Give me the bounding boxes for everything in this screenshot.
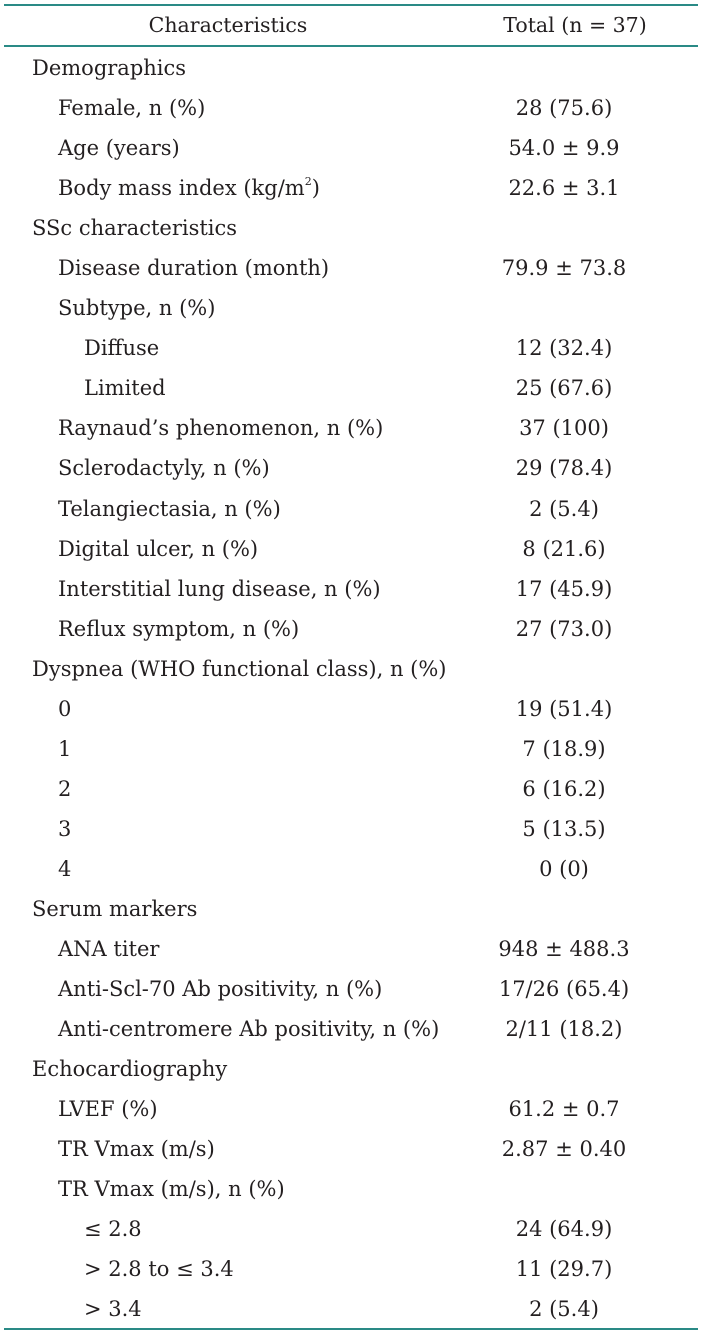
column-header-characteristics: Characteristics	[148, 13, 308, 37]
table-row	[4, 769, 698, 809]
table-row	[4, 208, 698, 248]
row-label-text: 0	[58, 696, 72, 721]
row-label	[58, 1089, 158, 1129]
table-row	[4, 849, 698, 889]
row-value: 2.87 ± 0.40	[501, 1137, 627, 1162]
row-value: 12 (32.4)	[515, 336, 613, 361]
row-label	[58, 769, 71, 809]
row-label	[58, 969, 382, 1009]
row-value: 54.0 ± 9.9	[508, 136, 620, 161]
row-label-text: Echocardiography	[32, 1057, 228, 1082]
table-row	[4, 128, 698, 168]
row-value: 17 (45.9)	[515, 576, 613, 601]
row-label-text: Raynaud’s phenomenon, n (%)	[58, 416, 384, 441]
table-row	[4, 569, 698, 609]
row-value: 28 (75.6)	[515, 96, 613, 121]
row-label-text: Dyspnea (WHO functional class), n (%)	[32, 656, 447, 681]
row-value: 2 (5.4)	[529, 496, 599, 521]
row-label	[58, 448, 270, 488]
row-label-text: Anti-Scl-70 Ab positivity, n (%)	[58, 977, 383, 1002]
row-label	[58, 609, 299, 649]
row-value: 2 (5.4)	[529, 1297, 599, 1322]
header-divider-rule	[4, 45, 698, 47]
row-value: 22.6 ± 3.1	[508, 176, 620, 201]
row-label-superscript: 2	[304, 175, 312, 189]
row-value: 19 (51.4)	[515, 696, 613, 721]
table-row	[4, 48, 698, 88]
row-label-text: Female, n (%)	[58, 96, 206, 121]
row-label-text: Demographics	[32, 56, 187, 80]
row-label-text: Diffuse	[84, 336, 160, 361]
table-row	[4, 929, 698, 969]
row-label-text: ≤ 2.8	[84, 1217, 142, 1242]
table-header	[4, 6, 698, 44]
row-value: 6 (16.2)	[522, 776, 606, 801]
row-label	[58, 288, 215, 328]
row-label-text: Subtype, n (%)	[58, 296, 216, 321]
row-label-text: 3	[58, 816, 72, 841]
row-label-text: Telangiectasia, n (%)	[58, 496, 281, 521]
table-row	[4, 1209, 698, 1249]
table-row	[4, 809, 698, 849]
table-row	[4, 368, 698, 408]
row-label	[58, 88, 205, 128]
row-value: 24 (64.9)	[515, 1217, 613, 1242]
row-value: 37 (100)	[519, 416, 609, 441]
table-row	[4, 288, 698, 328]
row-label-suffix: )	[311, 176, 320, 201]
row-label	[84, 368, 166, 408]
table-row	[4, 1129, 698, 1169]
table-bottom-rule	[4, 1328, 698, 1330]
row-value: 29 (78.4)	[515, 456, 613, 481]
row-value: 11 (29.7)	[515, 1257, 613, 1282]
table-row	[4, 328, 698, 368]
row-label-text: Interstitial lung disease, n (%)	[58, 576, 381, 601]
table-row	[4, 889, 698, 929]
row-value: 17/26 (65.4)	[498, 977, 630, 1002]
row-label	[58, 1169, 285, 1209]
table-row	[4, 729, 698, 769]
table-row	[4, 448, 698, 488]
table-row	[4, 649, 698, 689]
row-label-text: 1	[58, 736, 72, 761]
row-label	[58, 1009, 439, 1049]
row-label	[58, 1129, 215, 1169]
row-label	[58, 729, 71, 769]
row-label	[58, 248, 329, 288]
table-row	[4, 969, 698, 1009]
table-row	[4, 1169, 698, 1209]
table-row	[4, 88, 698, 128]
row-value: 8 (21.6)	[522, 536, 606, 561]
row-label-text: ANA titer	[58, 937, 160, 962]
row-value: 2/11 (18.2)	[505, 1017, 623, 1042]
row-value: 25 (67.6)	[515, 376, 613, 401]
row-label-text: 2	[58, 776, 72, 801]
row-label	[58, 569, 381, 609]
row-label	[32, 649, 447, 689]
table-row	[4, 1049, 698, 1089]
row-label-text: > 3.4	[84, 1297, 142, 1322]
table-row	[4, 609, 698, 649]
row-label-text: Disease duration (month)	[58, 256, 330, 281]
row-label-text: Serum markers	[32, 896, 198, 921]
row-label	[58, 408, 383, 448]
row-label	[32, 1049, 227, 1089]
table-row	[4, 1009, 698, 1049]
row-label	[58, 929, 159, 969]
row-label-text: Sclerodactyly, n (%)	[58, 456, 270, 481]
table-body	[4, 48, 698, 1330]
row-label-text: LVEF (%)	[58, 1097, 158, 1122]
table-row	[4, 408, 698, 448]
row-label-text: Body mass index (kg/m	[58, 176, 305, 201]
row-label	[84, 1289, 142, 1329]
row-label	[84, 328, 159, 368]
row-label	[58, 529, 258, 569]
row-label	[58, 168, 320, 208]
row-label-text: Limited	[84, 376, 166, 401]
table-row	[4, 529, 698, 569]
row-label-text: Digital ulcer, n (%)	[58, 536, 259, 561]
row-value: 7 (18.9)	[522, 736, 606, 761]
row-value: 61.2 ± 0.7	[508, 1097, 620, 1122]
row-label-text: SSc characteristics	[32, 216, 238, 241]
row-label-text: Reflux symptom, n (%)	[58, 616, 300, 641]
row-value: 5 (13.5)	[522, 816, 606, 841]
row-label	[84, 1209, 142, 1249]
row-label-text: TR Vmax (m/s), n (%)	[58, 1177, 285, 1202]
row-label-text: 4	[58, 856, 72, 881]
table-row	[4, 1289, 698, 1329]
row-label	[58, 689, 71, 729]
row-label-text: TR Vmax (m/s)	[58, 1137, 215, 1162]
row-value: 0 (0)	[539, 856, 589, 881]
row-label	[32, 889, 197, 929]
row-label-text: Age (years)	[58, 136, 180, 161]
row-label	[58, 809, 71, 849]
row-label	[58, 128, 180, 168]
table-row	[4, 689, 698, 729]
row-label	[58, 849, 71, 889]
table-row	[4, 1249, 698, 1289]
table-row	[4, 1089, 698, 1129]
row-label	[32, 48, 186, 88]
row-label	[32, 208, 237, 248]
row-label	[58, 489, 281, 529]
row-value: 27 (73.0)	[515, 616, 613, 641]
table-row	[4, 168, 698, 208]
row-label-text: Anti-centromere Ab positivity, n (%)	[58, 1017, 440, 1042]
row-value: 79.9 ± 73.8	[501, 256, 627, 281]
table-row	[4, 248, 698, 288]
column-header-total: Total (n = 37)	[503, 13, 647, 37]
row-value: 948 ± 488.3	[498, 937, 630, 962]
row-label	[84, 1249, 234, 1289]
row-label-text: > 2.8 to ≤ 3.4	[84, 1257, 234, 1282]
table-row	[4, 489, 698, 529]
